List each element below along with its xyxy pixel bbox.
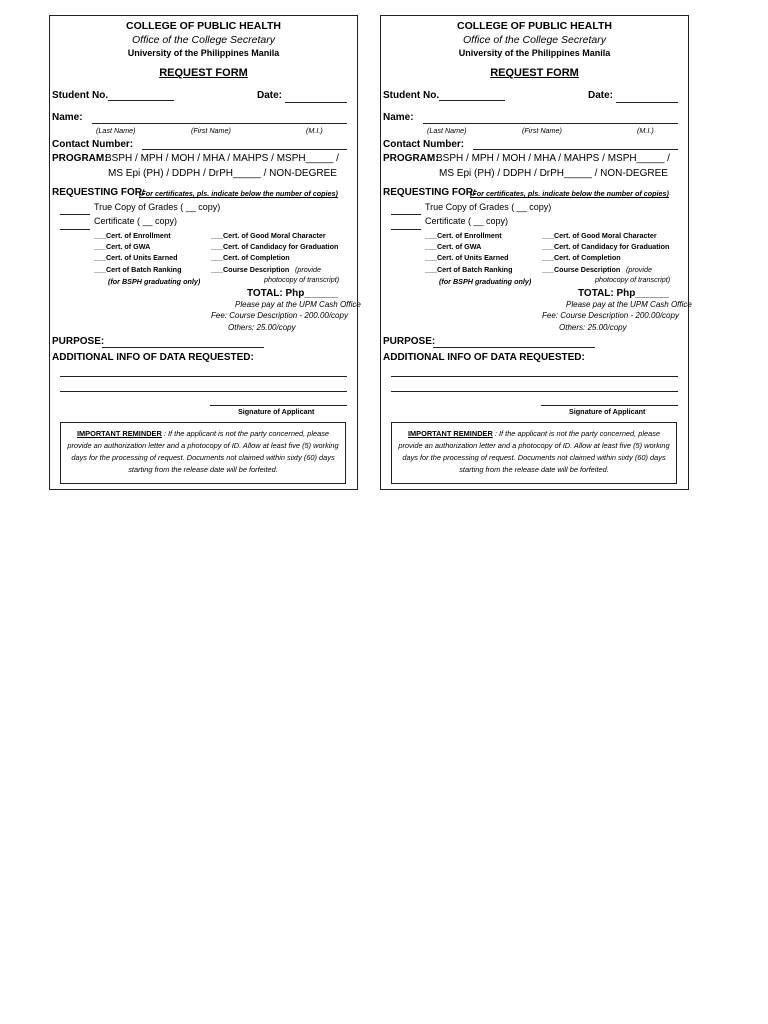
fee-note: Fee: Course Description - 200.00/copy xyxy=(542,311,679,320)
purpose-label: PURPOSE: xyxy=(52,336,105,347)
bsph-only-note: (for BSPH graduating only) xyxy=(439,277,532,286)
last-name-caption: (Last Name) xyxy=(96,126,136,135)
additional-info-line-2[interactable] xyxy=(391,391,678,392)
office-heading: Office of the College Secretary xyxy=(132,34,275,46)
university-heading: University of the Philippines Manila xyxy=(458,48,611,58)
program-options-line1: BSPH / MPH / MOH / MHA / MAHPS / MSPH_____ / xyxy=(436,153,670,164)
form-title: REQUEST FORM xyxy=(159,67,248,79)
bsph-only-note: (for BSPH graduating only) xyxy=(108,277,201,286)
college-heading: COLLEGE OF PUBLIC HEALTH xyxy=(126,20,281,32)
purpose-field[interactable] xyxy=(102,347,264,348)
additional-info-label: ADDITIONAL INFO OF DATA REQUESTED: xyxy=(383,352,585,363)
course-description-option[interactable]: ___Course Description xyxy=(211,265,290,274)
university-heading: University of the Philippines Manila xyxy=(127,48,280,58)
cert-batch-ranking-option[interactable]: ___Cert of Batch Ranking xyxy=(94,265,182,274)
important-reminder-box xyxy=(391,422,677,484)
others-fee-note: Others: 25.00/copy xyxy=(228,323,296,332)
signature-caption: Signature of Applicant xyxy=(569,407,646,416)
middle-initial-caption: (M.I.) xyxy=(637,126,654,135)
course-description-note: (provide xyxy=(626,265,652,274)
cert-gwa-option[interactable]: ___Cert. of GWA xyxy=(94,242,151,251)
reminder-body: : If the applicant is not the party concerned, please provide an authorization letter and a photocopy of ID. Allow at least five (5) working days for the processing of request. Documents not claimed within sixty (60) days starting from the release date will be forfeited. xyxy=(398,429,670,474)
reminder-heading: IMPORTANT REMINDER xyxy=(407,429,493,438)
student-no-label: Student No. xyxy=(52,90,109,101)
requesting-for-note: (For certificates, pls. indicate below the number of copies) xyxy=(139,189,338,198)
first-name-caption: (First Name) xyxy=(522,126,562,135)
certificate-label: Certificate ( __ copy) xyxy=(425,216,509,226)
requesting-for-note: (For certificates, pls. indicate below the number of copies) xyxy=(470,189,669,198)
request-form-left xyxy=(49,15,361,490)
name-label: Name: xyxy=(383,112,414,123)
certificate-count-field[interactable] xyxy=(391,229,421,230)
date-label: Date: xyxy=(257,90,283,101)
form-title: REQUEST FORM xyxy=(490,67,579,79)
cert-gwa-option[interactable]: ___Cert. of GWA xyxy=(425,242,482,251)
program-options-line2: MS Epi (PH) / DDPH / DrPH_____ / NON-DEGREE xyxy=(108,168,337,179)
requesting-for-label: REQUESTING FOR: xyxy=(52,187,146,198)
total-label: TOTAL: Php______ xyxy=(247,288,338,299)
additional-info-line-1[interactable] xyxy=(60,376,347,377)
important-reminder-box xyxy=(60,422,346,484)
reminder-body: : If the applicant is not the party concerned, please provide an authorization letter and a photocopy of ID. Allow at least five (5) working days for the processing of request. Documents not claimed within sixty (60) days starting from the release date will be forfeited. xyxy=(67,429,339,474)
others-fee-note: Others: 25.00/copy xyxy=(559,323,627,332)
cert-batch-ranking-option[interactable]: ___Cert of Batch Ranking xyxy=(425,265,513,274)
contact-number-label: Contact Number: xyxy=(383,139,465,150)
office-heading: Office of the College Secretary xyxy=(463,34,606,46)
student-no-field[interactable] xyxy=(108,100,174,101)
certificate-count-field[interactable] xyxy=(60,229,90,230)
true-copy-count-field[interactable] xyxy=(60,214,90,215)
purpose-label: PURPOSE: xyxy=(383,336,436,347)
request-form-right xyxy=(380,15,692,490)
total-label: TOTAL: Php______ xyxy=(578,288,669,299)
cert-candidacy-option[interactable]: ___Cert. of Candidacy for Graduation xyxy=(211,242,339,251)
cert-completion-option[interactable]: ___Cert. of Completion xyxy=(542,253,621,262)
pay-note: Please pay at the UPM Cash Office xyxy=(235,300,361,309)
signature-line[interactable] xyxy=(210,405,347,406)
college-heading: COLLEGE OF PUBLIC HEALTH xyxy=(457,20,612,32)
student-no-field[interactable] xyxy=(439,100,505,101)
date-label: Date: xyxy=(588,90,614,101)
cert-enrollment-option[interactable]: ___Cert. of Enrollment xyxy=(94,231,171,240)
course-description-note-cont: photocopy of transcript) xyxy=(595,275,671,284)
contact-number-field[interactable] xyxy=(142,149,347,150)
course-description-note-cont: photocopy of transcript) xyxy=(264,275,340,284)
additional-info-line-2[interactable] xyxy=(60,391,347,392)
certificate-label: Certificate ( __ copy) xyxy=(94,216,178,226)
signature-line[interactable] xyxy=(541,405,678,406)
cert-candidacy-option[interactable]: ___Cert. of Candidacy for Graduation xyxy=(542,242,670,251)
last-name-caption: (Last Name) xyxy=(427,126,467,135)
course-description-note: (provide xyxy=(295,265,321,274)
additional-info-line-1[interactable] xyxy=(391,376,678,377)
course-description-option[interactable]: ___Course Description xyxy=(542,265,621,274)
purpose-field[interactable] xyxy=(433,347,595,348)
student-no-label: Student No. xyxy=(383,90,440,101)
name-label: Name: xyxy=(52,112,83,123)
name-field[interactable] xyxy=(92,123,347,124)
fee-note: Fee: Course Description - 200.00/copy xyxy=(211,311,348,320)
pay-note: Please pay at the UPM Cash Office xyxy=(566,300,692,309)
true-copy-count-field[interactable] xyxy=(391,214,421,215)
cert-units-earned-option[interactable]: ___Cert. of Units Earned xyxy=(94,253,178,262)
cert-good-moral-option[interactable]: ___Cert. of Good Moral Character xyxy=(542,231,657,240)
true-copy-of-grades-label: True Copy of Grades ( __ copy) xyxy=(425,202,552,212)
cert-units-earned-option[interactable]: ___Cert. of Units Earned xyxy=(425,253,509,262)
date-field[interactable] xyxy=(285,102,347,103)
reminder-heading: IMPORTANT REMINDER xyxy=(76,429,162,438)
additional-info-label: ADDITIONAL INFO OF DATA REQUESTED: xyxy=(52,352,254,363)
cert-completion-option[interactable]: ___Cert. of Completion xyxy=(211,253,290,262)
date-field[interactable] xyxy=(616,102,678,103)
requesting-for-label: REQUESTING FOR: xyxy=(383,187,477,198)
program-options-line1: BSPH / MPH / MOH / MHA / MAHPS / MSPH_____ / xyxy=(105,153,339,164)
contact-number-field[interactable] xyxy=(473,149,678,150)
cert-enrollment-option[interactable]: ___Cert. of Enrollment xyxy=(425,231,502,240)
program-label: PROGRAM: xyxy=(52,153,108,164)
program-label: PROGRAM: xyxy=(383,153,439,164)
true-copy-of-grades-label: True Copy of Grades ( __ copy) xyxy=(94,202,221,212)
program-options-line2: MS Epi (PH) / DDPH / DrPH_____ / NON-DEGREE xyxy=(439,168,668,179)
contact-number-label: Contact Number: xyxy=(52,139,134,150)
first-name-caption: (First Name) xyxy=(191,126,231,135)
signature-caption: Signature of Applicant xyxy=(238,407,315,416)
cert-good-moral-option[interactable]: ___Cert. of Good Moral Character xyxy=(211,231,326,240)
name-field[interactable] xyxy=(423,123,678,124)
middle-initial-caption: (M.I.) xyxy=(306,126,323,135)
